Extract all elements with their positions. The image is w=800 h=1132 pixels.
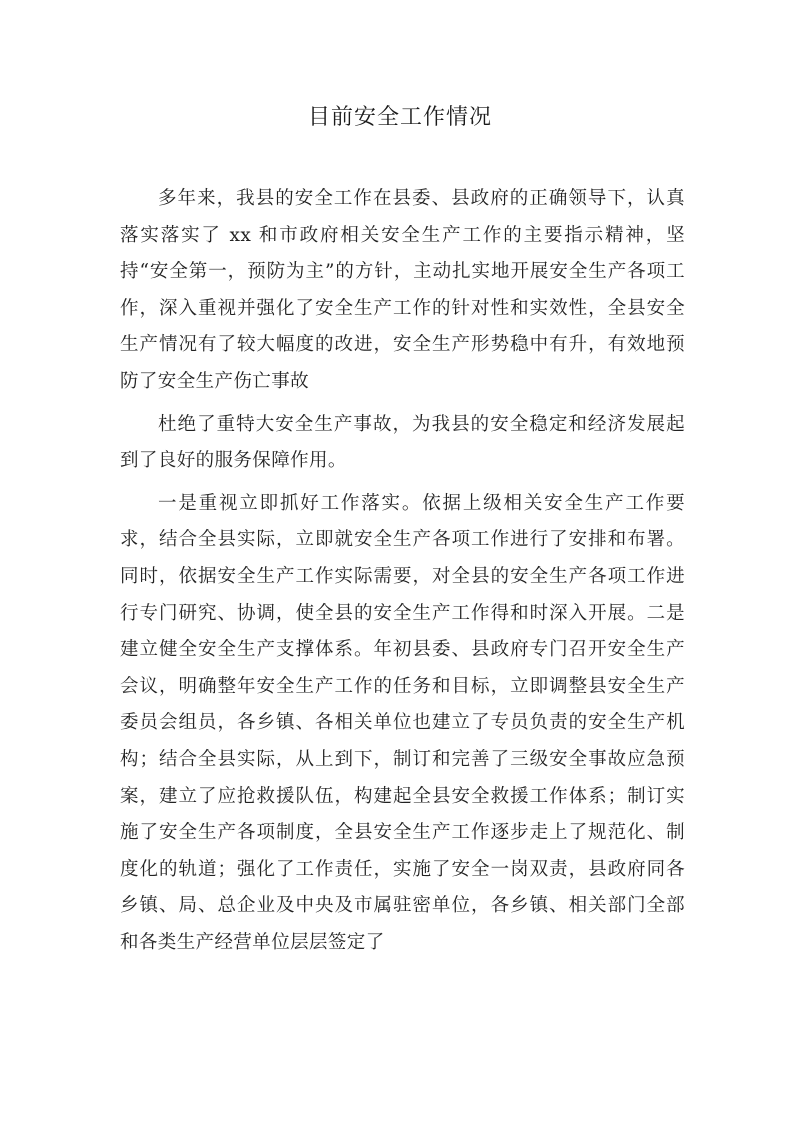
document-body	[120, 181, 685, 967]
document-title: 目前安全工作情况	[307, 105, 492, 130]
paragraph-2: 杜绝了重特大安全生产事故，为我县的安全稳定和经济发展起到了良好的服务保障作用。	[120, 413, 685, 472]
paragraph-1: 多年来，我县的安全工作在县委、县政府的正确领导下，认真落实落实了 xx 和市政府相关安全生产工作的主要指示精神，坚持“安全第一，预防为主”的方针，主动扎实地开展安全生产各项工作，深入重视并强化了安全生产工作的针对性和实效性，全县安全生产情况有了较大幅度的改进，安全生产形势稳中有升，有效地预防了安全生产伤亡事故	[120, 188, 685, 392]
paragraph-3: 一是重视立即抓好工作落实。依据上级相关安全生产工作要求，结合全县实际，立即就安全生产各项工作进行了安排和布署。同时，依据安全生产工作实际需要，对全县的安全生产各项工作进行专门研究、协调，使全县的安全生产工作得和时深入开展。二是建立健全安全生产支撑体系。年初县委、县政府专门召开安全生产会议，明确整年安全生产工作的任务和目标，立即调整县安全生产委员会组员，各乡镇、各相关单位也建立了专员负责的安全生产机构；结合全县实际，从上到下，制订和完善了三级安全事故应急预案，建立了应抢救援队伍，构建起全县安全救援工作体系；制订实施了安全生产各项制度，全县安全生产工作逐步走上了规范化、制度化的轨道；强化了工作责任，实施了安全一岗双责，县政府同各乡镇、局、总企业及中央及市属驻密单位，各乡镇、相关部门全部和各类生产经营单位层层签定了	[120, 492, 685, 953]
